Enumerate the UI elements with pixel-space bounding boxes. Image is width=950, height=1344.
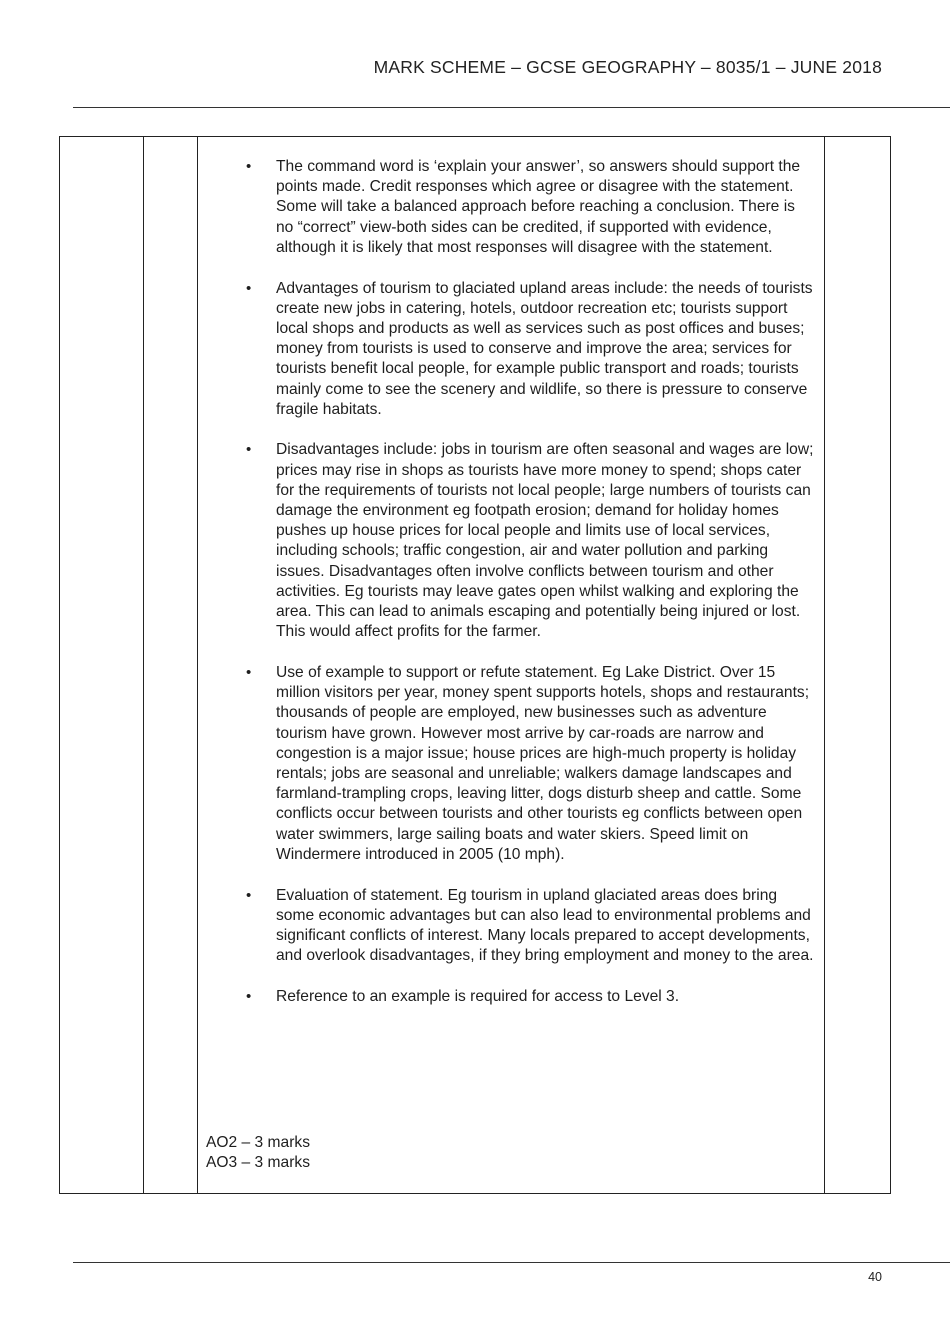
bullet-text: Advantages of tourism to glaciated upland areas include: the needs of tourists create new jobs in catering, hotels, outdoor recreation etc; tourists support local shops and products as well as services such as post offices and buses; money from tourists is used to conserve and improve the area; services for tourists benefit local people, for example public transport and roads; tourists mainly come to see the scenery and wildlife, so there is pressure to conserve fragile habitats. <box>276 279 813 418</box>
guidance-bullet-list <box>206 157 816 1007</box>
bullet-icon: • <box>246 886 252 904</box>
list-item <box>206 279 816 420</box>
bullet-text: Reference to an example is required for access to Level 3. <box>276 987 680 1005</box>
list-item <box>206 663 816 865</box>
marking-guidance-cell <box>198 137 825 1194</box>
list-item <box>206 157 816 258</box>
bullet-text: Use of example to support or refute statement. Eg Lake District. Over 15 million visitors per year, money spent supports hotels, shops and restaurants; thousands of people are employed, new businesses such as adventure tourism have grown. However most arrive by car-roads are narrow and congestion is a major issue; house prices are high-much property is holiday rentals; jobs are seasonal and unreliable; walkers damage landscapes and farmland-trampling crops, leaving litter, dogs disturb sheep and cattle. Some conflicts occur between tourists and other tourists eg conflicts between open water swimmers, large sailing boats and water skiers. Speed limit on Windermere introduced in 2005 (10 mph). <box>276 663 810 863</box>
bullet-text: The command word is ‘explain your answer’, so answers should support the points made. Credit responses which agree or disagree with the statement. Some will take a balanced approach before reaching a conclusion. There is no “correct” view-both sides can be credited, if supported with evidence, although it is likely that most responses will disagree with the statement. <box>276 158 801 256</box>
marks-cell <box>825 137 891 1194</box>
bullet-text: Evaluation of statement. Eg tourism in upland glaciated areas does bring some economic advantages but can also lead to environmental problems and significant conflicts of interest. Many locals prepared to accept developments, and overlook disadvantages, if they bring employment and money to the area. <box>276 886 814 965</box>
mark-scheme-table <box>59 136 891 1194</box>
list-item <box>206 440 816 642</box>
table-row <box>60 137 891 1194</box>
document-header-title: MARK SCHEME – GCSE GEOGRAPHY – 8035/1 – JUNE 2018 <box>373 57 882 77</box>
list-item <box>206 886 816 967</box>
bullet-icon: • <box>246 663 252 681</box>
bullet-icon: • <box>246 987 252 1005</box>
part-cell <box>144 137 198 1194</box>
bullet-text: Disadvantages include: jobs in tourism are often seasonal and wages are low; prices may rise in shops as tourists have more money to spend; shops cater for the requirements of tourists not local people; large numbers of tourists can damage the environment eg footpath erosion; demand for holiday homes pushes up house prices for local people and limits use of local services, including schools; traffic congestion, air and water pollution and parking issues. Disadvantages often involve conflicts between tourism and other activities. Eg tourists may leave gates open whilst walking and exploring the area. This can lead to animals escaping and potentially being injured or lost. This would affect profits for the farmer. <box>276 441 814 641</box>
header-divider <box>73 107 950 108</box>
bullet-icon: • <box>246 441 252 459</box>
assessment-objectives <box>206 1133 310 1173</box>
ao2-marks: AO2 – 3 marks <box>206 1134 310 1151</box>
question-number-cell <box>60 137 144 1194</box>
footer-divider <box>73 1262 950 1263</box>
page-number: 40 <box>868 1270 882 1284</box>
list-item <box>206 987 816 1007</box>
bullet-icon: • <box>246 279 252 297</box>
ao3-marks: AO3 – 3 marks <box>206 1154 310 1171</box>
bullet-icon: • <box>246 158 252 175</box>
